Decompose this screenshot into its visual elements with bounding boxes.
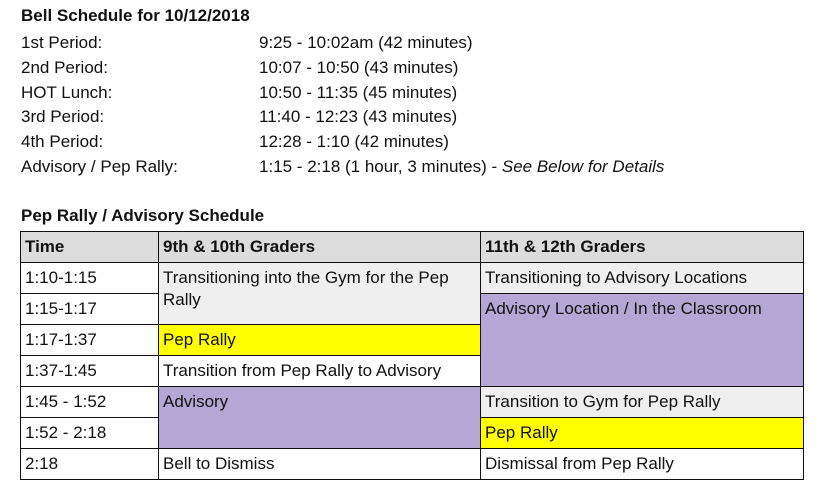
time-cell: 1:52 - 2:18 bbox=[21, 418, 159, 449]
column-header-time: Time bbox=[21, 232, 159, 263]
period-label: 3rd Period: bbox=[21, 107, 105, 126]
section-title: Pep Rally / Advisory Schedule bbox=[21, 206, 265, 225]
period-label: 2nd Period: bbox=[21, 58, 108, 77]
details-note: See Below for Details bbox=[501, 157, 665, 176]
period-time: 10:50 - 11:35 (45 minutes) bbox=[259, 83, 458, 102]
time-cell: 1:45 - 1:52 bbox=[21, 387, 159, 418]
cell-pep-rally: Pep Rally bbox=[481, 418, 804, 449]
period-time-text: 1:15 - 2:18 (1 hour, 3 minutes) - bbox=[259, 157, 502, 176]
table-row bbox=[21, 449, 804, 480]
period-label: Advisory / Pep Rally: bbox=[21, 157, 178, 176]
page-title: Bell Schedule for 10/12/2018 bbox=[21, 6, 250, 25]
period-label: 1st Period: bbox=[21, 33, 103, 52]
table-header-row bbox=[21, 232, 804, 263]
period-time: 10:07 - 10:50 (43 minutes) bbox=[259, 58, 459, 77]
cell-transition-advisory: Transitioning to Advisory Locations bbox=[481, 263, 804, 294]
period-label: HOT Lunch: bbox=[21, 83, 113, 102]
table-row bbox=[21, 263, 804, 294]
cell-transition-gym: Transition to Gym for Pep Rally bbox=[481, 387, 804, 418]
table-row bbox=[21, 387, 804, 418]
period-time: 11:40 - 12:23 (43 minutes) bbox=[259, 107, 458, 126]
column-header-9-10: 9th & 10th Graders bbox=[159, 232, 481, 263]
time-cell: 2:18 bbox=[21, 449, 159, 480]
time-cell: 1:37-1:45 bbox=[21, 356, 159, 387]
column-header-11-12: 11th & 12th Graders bbox=[481, 232, 804, 263]
time-cell: 1:15-1:17 bbox=[21, 294, 159, 325]
cell-advisory: Advisory bbox=[159, 387, 481, 449]
cell-transition-advisory: Transition from Pep Rally to Advisory bbox=[159, 356, 481, 387]
period-time bbox=[259, 155, 664, 179]
period-time: 9:25 - 10:02am (42 minutes) bbox=[259, 33, 473, 52]
cell-bell: Bell to Dismiss bbox=[159, 449, 481, 480]
period-time: 12:28 - 1:10 (42 minutes) bbox=[259, 132, 449, 151]
time-cell: 1:17-1:37 bbox=[21, 325, 159, 356]
cell-advisory-location: Advisory Location / In the Classroom bbox=[481, 294, 804, 387]
period-label: 4th Period: bbox=[21, 132, 104, 151]
cell-transition-gym: Transitioning into the Gym for the Pep Rally bbox=[159, 263, 481, 325]
time-cell: 1:10-1:15 bbox=[21, 263, 159, 294]
cell-dismissal: Dismissal from Pep Rally bbox=[481, 449, 804, 480]
pep-rally-schedule-table bbox=[20, 231, 804, 480]
cell-pep-rally: Pep Rally bbox=[159, 325, 481, 356]
